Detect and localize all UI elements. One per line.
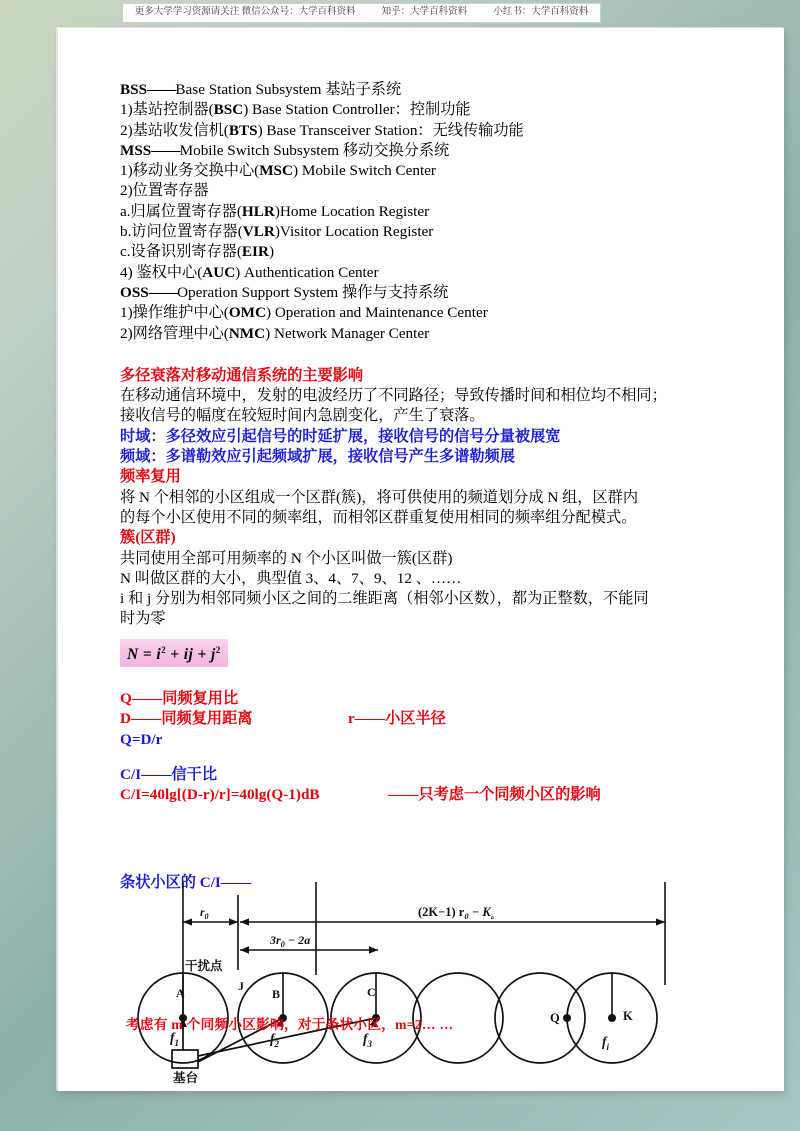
oss-line-1-prefix: 1)操作维护中心(: [120, 304, 229, 322]
mss-line-2: 2)位置寄存器: [120, 182, 209, 200]
spacer-before-formula: [120, 630, 740, 639]
mss-line-3: [120, 202, 740, 222]
fading-heading: 多径衰落对移动通信系统的主要影响: [120, 366, 363, 384]
bss-line-1-prefix: 1)基站控制器(: [120, 101, 214, 119]
promo-item-xiaohongshu: 小红书：大学百科资料: [493, 7, 589, 18]
ci-formula-row: [120, 785, 740, 805]
bsc-abbr: BSC: [213, 101, 244, 119]
bss-heading: [120, 80, 740, 100]
strip-cell-interference-diagram: [120, 870, 740, 1085]
r-definition: r——小区半径: [348, 710, 446, 728]
ci-formula: C/I=40lg[(D-r)/r]=40lg(Q-1)dB: [120, 786, 320, 804]
label-point-k: K: [623, 1009, 633, 1023]
mss-line-6-rest: ) Authentication Center: [235, 263, 379, 281]
bss-line-2-rest: ) Base Transceiver Station：无线传输功能: [257, 121, 524, 139]
msc-abbr: MSC: [259, 162, 293, 180]
oss-line-1-rest: ) Operation and Maintenance Center: [265, 304, 488, 322]
fading-freq-domain: 频域：多谱勒效应引起频域扩展，接收信号产生多谱勒频展: [120, 448, 515, 466]
d-and-r-definitions: [120, 709, 740, 729]
formula-term-3: j: [211, 645, 216, 663]
spacer-after-formula: [120, 667, 740, 689]
cluster-heading: 簇(区群): [120, 529, 176, 547]
mss-line-1-prefix: 1)移动业务交换中心(: [120, 162, 260, 180]
cluster-line-2: N 叫做区群的大小，典型值 3、4、7、9、12 、……: [120, 569, 462, 587]
strip-cell-ci-heading: 条状小区的 C/I——: [120, 874, 252, 891]
label-point-j: J: [238, 979, 244, 993]
mss-line-6: [120, 263, 740, 283]
mss-title-en: Mobile Switch Subsystem: [179, 141, 340, 159]
nmc-abbr: NMC: [228, 324, 266, 342]
label-f3: $f_3$: [363, 1031, 372, 1049]
label-r0: $r_0$: [200, 907, 209, 921]
mss-line-3-prefix: a.归属位置寄存器(: [120, 202, 242, 220]
bts-abbr: BTS: [228, 121, 258, 139]
reuse-para-1: 将 N 个相邻的小区组成一个区群(簇)，将可供使用的频道划分成 N 组，区群内: [120, 488, 639, 506]
oss-line-2: [120, 324, 740, 344]
reuse-heading: 频率复用: [120, 468, 181, 486]
cluster-line-1: 共同使用全部可用频率的 N 个小区叫做一簇(区群): [120, 549, 453, 567]
label-fi: $f_i$: [602, 1034, 610, 1052]
bss-abbr: BSS: [120, 81, 148, 98]
mss-abbr: MSS: [120, 141, 152, 159]
base-station-box: [172, 1050, 198, 1068]
promo-watermark-banner: [122, 3, 601, 23]
ci-definition: C/I——信干比: [120, 766, 218, 784]
bss-line-2-prefix: 2)基站收发信机(: [120, 121, 229, 139]
omc-abbr: OMC: [228, 304, 266, 322]
hlr-abbr: HLR: [241, 202, 275, 220]
oss-title-cn: 操作与支持系统: [342, 283, 449, 301]
formula-lhs: N: [127, 645, 139, 663]
label-base-station: 基台: [173, 1071, 199, 1085]
mss-dash: ——: [151, 141, 180, 159]
spacer-after-oss: [120, 344, 740, 366]
overlay-annotation-note: 考虑有 m 个同频小区影响，对于条状小区，m=2… …: [126, 1017, 454, 1032]
mss-line-1: [120, 161, 740, 181]
mss-line-4: [120, 222, 740, 242]
point-q-dot: [564, 1015, 570, 1021]
cluster-size-formula: [120, 639, 228, 667]
reuse-para-2: 的每个小区使用不同的频率组，而相邻区群重复使用相同的频率组分配模式。: [120, 508, 637, 526]
label-top-span: (2K−1) $r_0 - K$。: [418, 905, 500, 921]
document-page: [57, 28, 784, 1091]
mss-line-4-rest: )Visitor Location Register: [274, 223, 434, 241]
interference-geometry-svg: [120, 870, 740, 1085]
oss-line-1: [120, 303, 740, 323]
formula-term-1: i: [156, 645, 162, 663]
mss-heading: [120, 141, 740, 161]
cluster-line-3: i 和 j 分别为相邻同频小区之间的二维距离（相邻小区数），都为正整数，不能同: [120, 590, 649, 608]
oss-title-en: Operation Support System: [177, 283, 339, 301]
label-point-q: Q: [550, 1011, 560, 1025]
oss-dash: ——: [148, 283, 178, 301]
bss-line-1-rest: ) Base Station Controller：控制功能: [243, 101, 471, 119]
q-definition: Q——同频复用比: [120, 690, 239, 708]
promo-item-wechat: 更多大学学习资源请关注 微信公众号：大学百科资料: [134, 7, 356, 18]
mss-line-5-rest: ): [268, 243, 274, 261]
mss-line-6-prefix: 4) 鉴权中心(: [120, 263, 203, 281]
fading-para-1: 在移动通信环境中，发射的电波经历了不同路径；导致传播时间和相位均不相同；: [120, 387, 667, 405]
label-f2: $f_2$: [270, 1031, 279, 1049]
promo-item-zhihu: 知乎：大学百科资料: [381, 7, 468, 18]
ci-formula-note: ——只考虑一个同频小区的影响: [388, 786, 601, 804]
document-text-body: [120, 80, 740, 806]
spacer-before-ci: [120, 750, 740, 765]
mss-line-5-prefix: c.设备识别寄存器(: [120, 243, 242, 261]
oss-line-2-rest: ) Network Manager Center: [265, 324, 430, 342]
cluster-formula-row: [120, 639, 740, 667]
bss-title-cn: 基站子系统: [325, 81, 402, 98]
oss-heading: [120, 283, 740, 303]
fading-para-2: 接收信号的幅度在较短时间内急剧变化，产生了衰落。: [120, 407, 485, 425]
label-point-a: A: [176, 986, 185, 1000]
fading-time-domain: 时域：多径效应引起信号的时延扩展，接收信号的信号分量被展宽: [120, 427, 561, 445]
q-formula: Q=D/r: [120, 730, 163, 748]
mss-line-4-prefix: b.访问位置寄存器(: [120, 223, 243, 241]
oss-abbr: OSS: [120, 283, 149, 301]
label-f1: $f_1$: [170, 1030, 179, 1048]
dimension-arrowheads: [183, 918, 665, 953]
mss-title-cn: 移动交换分系统: [342, 141, 450, 159]
formula-term-3-exp: 2: [215, 644, 221, 655]
eir-abbr: EIR: [241, 243, 269, 261]
oss-line-2-prefix: 2)网络管理中心(: [120, 324, 229, 342]
mss-line-1-rest: ) Mobile Switch Center: [292, 162, 436, 180]
vlr-abbr: VLR: [242, 223, 275, 241]
mss-line-5: [120, 242, 740, 262]
bss-line-2: [120, 121, 740, 141]
label-interference-point: 干扰点: [185, 959, 223, 973]
bss-title-en: Base Station Subsystem: [175, 81, 322, 98]
label-point-c: C: [367, 985, 376, 999]
cell-circle-partial-right: [495, 973, 585, 1063]
formula-term-2: + ij +: [166, 645, 211, 663]
mss-line-3-rest: )Home Location Register: [274, 202, 430, 220]
bss-dash: ——: [147, 81, 176, 98]
formula-eq: =: [138, 645, 157, 663]
cluster-line-4: 时为零: [120, 610, 166, 628]
d-definition: D——同频复用距离: [120, 710, 253, 728]
bss-line-1: [120, 100, 740, 120]
auc-abbr: AUC: [202, 263, 236, 281]
label-point-b: B: [272, 987, 281, 1001]
formula-term-1-exp: 2: [161, 644, 167, 655]
label-mid-span: $3r_0 - 2a$: [270, 933, 311, 949]
